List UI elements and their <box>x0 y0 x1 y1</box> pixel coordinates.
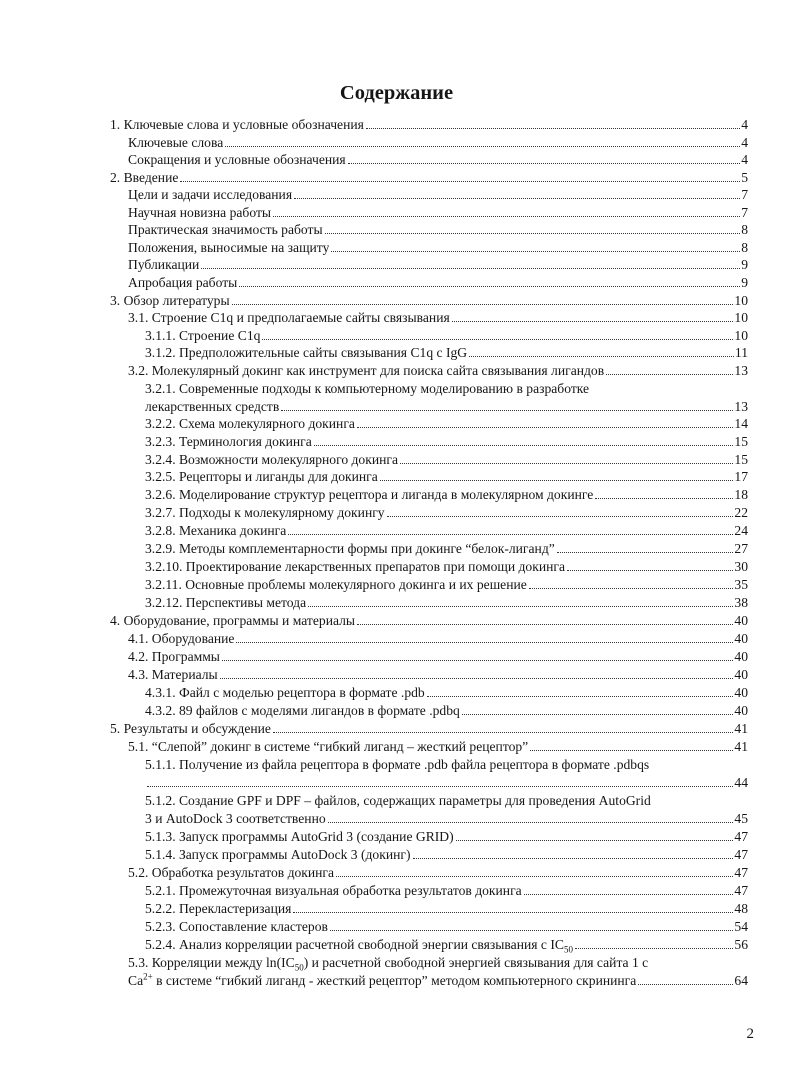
toc-entry <box>128 864 748 881</box>
toc-entry <box>110 292 748 309</box>
toc-entry <box>128 274 748 291</box>
toc-entry-title: Научная новизна работы <box>128 205 272 220</box>
toc-entry-page: 4 <box>741 135 748 150</box>
leader-dots <box>294 198 740 199</box>
toc-entry-page: 40 <box>734 667 748 682</box>
toc-entry-title: Сокращения и условные обозначения <box>128 152 346 167</box>
toc-entry <box>145 828 748 845</box>
toc-entry <box>145 684 748 701</box>
toc-entry-title: 5.1.4. Запуск программы AutoDock 3 (докинг) <box>145 847 411 862</box>
toc-entry-page: 17 <box>734 469 748 484</box>
toc-entry-page: 5 <box>741 170 748 185</box>
toc-entry <box>128 134 748 151</box>
toc-entry-title: 5.2.3. Сопоставление кластеров <box>145 919 328 934</box>
leader-dots <box>232 304 734 305</box>
toc-entry <box>145 846 748 863</box>
toc-entry-title: 5.1.3. Запуск программы AutoGrid 3 (создание GRID) <box>145 829 454 844</box>
leader-dots <box>273 732 733 733</box>
leader-dots <box>529 588 734 589</box>
toc-entry-title: 5. Результаты и обсуждение <box>110 721 271 736</box>
toc-entry-title: Апробация работы <box>128 275 238 290</box>
toc-entry-title: 3. Обзор литературы <box>110 293 230 308</box>
leader-dots <box>314 445 734 446</box>
toc-entry-page: 35 <box>734 577 748 592</box>
toc-entry-title: 3.2.12. Перспективы метода <box>145 595 307 610</box>
toc-entry-title: 4.2. Программы <box>128 649 220 664</box>
toc-entry-page: 14 <box>734 416 748 431</box>
toc-entry <box>145 576 748 593</box>
toc-entry <box>145 792 748 827</box>
leader-dots <box>530 750 733 751</box>
toc-entry-page: 10 <box>734 328 748 343</box>
page-title: Содержание <box>339 82 454 104</box>
leader-dots <box>462 714 734 715</box>
toc-entry-title: 3.2.10. Проектирование лекарственных препаратов при помощи докинга <box>145 559 565 574</box>
toc-entry-page: 22 <box>734 505 748 520</box>
leader-dots <box>201 268 740 269</box>
toc-entry-title: 5.2.2. Перекластеризация <box>145 901 292 916</box>
toc-entry <box>145 327 748 344</box>
toc-entry-title: 2. Введение <box>110 170 179 185</box>
toc-entry-page: 44 <box>734 775 748 790</box>
toc-entry-title: 3.2.2. Схема молекулярного докинга <box>145 416 355 431</box>
leader-dots <box>281 410 733 411</box>
leader-dots <box>357 427 733 428</box>
toc-entry-page: 27 <box>734 541 748 556</box>
leader-dots <box>575 948 733 949</box>
toc-entry-title: 1. Ключевые слова и условные обозначения <box>110 117 364 132</box>
leader-dots <box>427 696 734 697</box>
toc-entry <box>145 486 748 503</box>
toc-entry-page: 7 <box>741 187 748 202</box>
toc-entry-title: 3.2.3. Терминология докинга <box>145 434 312 449</box>
toc-entry <box>145 900 748 917</box>
toc-entry-title: 3.1.2. Предположительные сайты связывания C1q с IgG <box>145 345 468 360</box>
toc-entry-page: 13 <box>734 399 748 414</box>
toc-entry-page: 15 <box>734 452 748 467</box>
toc-entry-title-line2: $Ca^{2+}$ в системе “гибкий лиганд - жесткий рецептор” методом компьютерного скрининга <box>128 972 637 988</box>
leader-dots <box>456 840 734 841</box>
toc-entry-title: 4. Оборудование, программы и материалы <box>110 613 356 628</box>
leader-dots <box>336 876 733 877</box>
toc-entry <box>145 433 748 450</box>
leader-dots <box>262 339 733 340</box>
toc-entry <box>128 204 748 221</box>
subscript: 50 <box>563 944 573 953</box>
toc-entry-title: 3.2.9. Методы комплементарности формы при докинге “белок-лиганд” <box>145 541 555 556</box>
toc-entry <box>128 630 748 647</box>
leader-dots <box>452 321 734 322</box>
leader-dots <box>308 606 733 607</box>
leader-dots <box>638 984 733 985</box>
toc-entry <box>128 151 748 168</box>
toc-entry <box>110 116 748 133</box>
toc-entry-title-line1: 5.1.1. Получение из файла рецептора в формате .pdb файла рецептора в формате .pdbqs <box>145 757 650 772</box>
toc-entry-title-line1: 5.1.2. Создание GPF и DPF – файлов, содержащих параметры для проведения AutoGrid <box>145 793 651 808</box>
toc-entry-page: 18 <box>734 487 748 502</box>
toc-entry <box>110 720 748 737</box>
toc-entry-title: 3.2.11. Основные проблемы молекулярного докинга и их решение <box>145 577 527 592</box>
toc-entry-title: 3.2.8. Механика докинга <box>145 523 287 538</box>
toc-entry-page: 38 <box>734 595 748 610</box>
toc-entry-page: 41 <box>734 721 748 736</box>
toc-entry <box>145 415 748 432</box>
leader-dots <box>606 374 733 375</box>
leader-dots <box>222 660 733 661</box>
leader-dots <box>387 516 734 517</box>
toc-entry-title: 3.1. Строение C1q и предполагаемые сайты связывания <box>128 310 450 325</box>
toc-entry-page: 64 <box>734 973 748 988</box>
leader-dots <box>293 912 733 913</box>
toc-entry-title: 5.2.4. Анализ корреляции расчетной свободной энергии связывания с $IC_{50}$ <box>145 937 573 953</box>
toc-entry-title-line2: 3 и AutoDock 3 соответственно <box>145 811 326 826</box>
leader-dots <box>225 146 740 147</box>
toc-entry-title: 4.3.1. Файл с моделью рецептора в формате .pdb <box>145 685 425 700</box>
leader-dots <box>348 163 741 164</box>
leader-dots <box>413 858 734 859</box>
toc-entry <box>128 221 748 238</box>
toc-entry-title: 3.2.4. Возможности молекулярного докинга <box>145 452 398 467</box>
toc-entry-page: 47 <box>734 865 748 880</box>
toc-entry-page: 47 <box>734 847 748 862</box>
toc-entry <box>128 954 748 989</box>
toc-entry-title: 4.1. Оборудование <box>128 631 235 646</box>
toc-entry-page: 47 <box>734 829 748 844</box>
toc-entry-page: 40 <box>734 613 748 628</box>
toc-entry-page: 10 <box>734 310 748 325</box>
toc-entry-page: 40 <box>734 631 748 646</box>
toc-entry-title: Ключевые слова <box>128 135 224 150</box>
leader-dots <box>220 678 734 679</box>
toc-entry-title: 4.3. Материалы <box>128 667 218 682</box>
toc-entry-page: 10 <box>734 293 748 308</box>
toc-entry <box>110 612 748 629</box>
toc-entry-page: 41 <box>734 739 748 754</box>
leader-dots <box>524 894 734 895</box>
toc-entry-page: 8 <box>741 240 748 255</box>
subscript: 50 <box>294 962 304 973</box>
page-number: 2 <box>746 1026 754 1042</box>
toc-entry <box>145 918 748 935</box>
toc-entry <box>128 362 748 379</box>
toc-entry <box>128 256 748 273</box>
toc-entry-title: 3.2.6. Моделирование структур рецептора и лиганда в молекулярном докинге <box>145 487 594 502</box>
leader-dots <box>273 216 740 217</box>
leader-dots <box>595 498 733 499</box>
leader-dots <box>180 181 740 182</box>
toc-entry <box>128 648 748 665</box>
leader-dots <box>325 233 741 234</box>
toc-entry <box>145 540 748 557</box>
toc-entry-title: 3.2.7. Подходы к молекулярному докингу <box>145 505 385 520</box>
toc-entry <box>128 186 748 203</box>
toc-entry <box>145 504 748 521</box>
toc-entry <box>145 451 748 468</box>
toc-entry-page: 8 <box>741 222 748 237</box>
toc-entry <box>128 738 748 755</box>
leader-dots <box>557 552 734 553</box>
toc-entry <box>128 309 748 326</box>
toc-entry-title: Цели и задачи исследования <box>128 187 293 202</box>
toc-entry-page: 54 <box>734 919 748 934</box>
leader-dots <box>567 570 733 571</box>
leader-dots <box>331 251 740 252</box>
toc-entry <box>145 558 748 575</box>
leader-dots <box>380 480 734 481</box>
toc-entry <box>145 936 748 953</box>
toc-entry-title-line1: 3.2.1. Современные подходы к компьютерному моделированию в разработке <box>145 381 590 396</box>
toc-entry-title: 3.1.1. Строение C1q <box>145 328 261 343</box>
toc-entry-title: Практическая значимость работы <box>128 222 323 237</box>
toc-entry-page: 56 <box>734 937 748 952</box>
leader-dots <box>147 786 733 787</box>
toc-entry-page: 4 <box>741 152 748 167</box>
leader-dots <box>400 463 733 464</box>
toc-entry <box>145 468 748 485</box>
toc-entry <box>145 522 748 539</box>
toc-entry-page: 4 <box>741 117 748 132</box>
toc-entry-page: 30 <box>734 559 748 574</box>
superscript: 2+ <box>143 972 153 982</box>
toc-entry-title: Положения, выносимые на защиту <box>128 240 330 255</box>
toc-entry-page: 15 <box>734 434 748 449</box>
toc-entry-page: 45 <box>734 811 748 826</box>
toc-entry-page: 47 <box>734 883 748 898</box>
toc-entry-title: 3.2.5. Рецепторы и лиганды для докинга <box>145 469 378 484</box>
toc-entry <box>145 702 748 719</box>
toc-entry <box>128 239 748 256</box>
leader-dots <box>328 822 734 823</box>
toc-entry-title: 5.2.1. Промежуточная визуальная обработка результатов докинга <box>145 883 522 898</box>
toc-entry-title-line2: лекарственных средств <box>145 399 280 414</box>
toc-entry-page: 9 <box>741 275 748 290</box>
toc-entry-page: 24 <box>734 523 748 538</box>
toc-entry-page: 9 <box>741 257 748 272</box>
leader-dots <box>366 128 740 129</box>
toc-entry-title-line1: 5.3. Корреляции между $\ln(IC_{50})$ и расчетной свободной энергией связывания для сайта 1 с <box>128 955 649 973</box>
toc-entry <box>145 882 748 899</box>
toc-entry <box>145 756 748 791</box>
leader-dots <box>236 642 733 643</box>
toc-entry-page: 13 <box>734 363 748 378</box>
toc-entry-title: Публикации <box>128 257 200 272</box>
toc-entry-title: 4.3.2. 89 файлов с моделями лигандов в формате .pdbq <box>145 703 460 718</box>
toc-entry-title: 5.2. Обработка результатов докинга <box>128 865 335 880</box>
leader-dots <box>288 534 733 535</box>
toc-entry-page: 48 <box>734 901 748 916</box>
leader-dots <box>469 356 734 357</box>
toc-entry <box>145 594 748 611</box>
toc-entry <box>110 169 748 186</box>
toc-entry <box>145 380 748 415</box>
toc-entry-page: 7 <box>741 205 748 220</box>
toc-entry-page: 40 <box>734 649 748 664</box>
leader-dots <box>239 286 740 287</box>
toc-entry-page: 40 <box>734 685 748 700</box>
toc-entry <box>128 666 748 683</box>
toc-entry-title: 5.1. “Слепой” докинг в системе “гибкий лиганд – жесткий рецептор” <box>128 739 529 754</box>
toc-entry-title: 3.2. Молекулярный докинг как инструмент для поиска сайта связывания лигандов <box>128 363 605 378</box>
leader-dots <box>330 930 733 931</box>
toc-entry-page: 40 <box>734 703 748 718</box>
leader-dots <box>357 624 733 625</box>
toc-entry-page: 11 <box>734 345 748 360</box>
toc-entry <box>145 344 748 361</box>
